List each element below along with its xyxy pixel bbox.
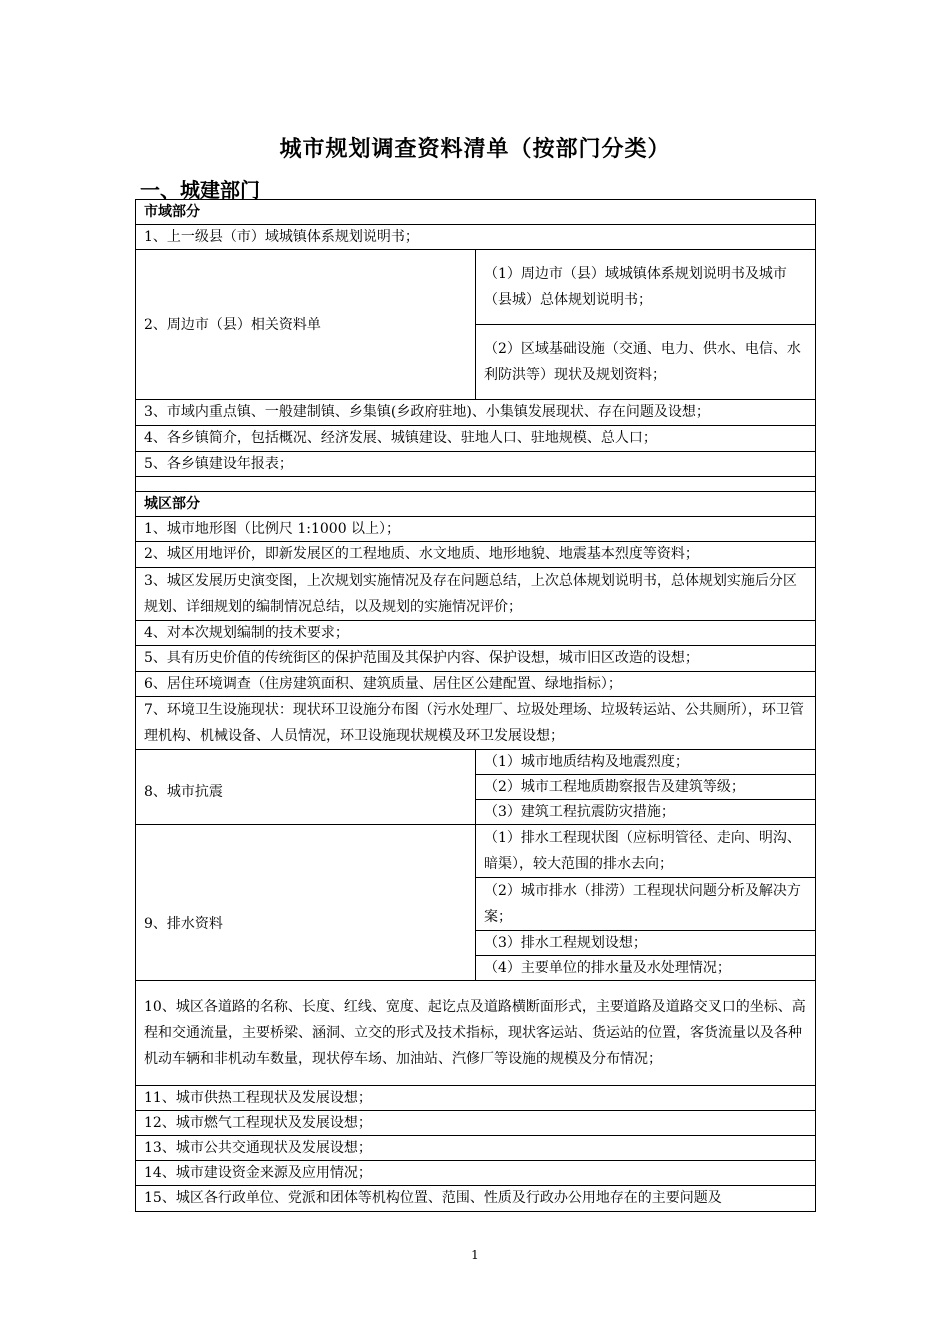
table-row (136, 672, 816, 697)
urban-area-header: 城区部分 (136, 492, 816, 517)
table-row (136, 452, 816, 477)
table-row (136, 477, 816, 492)
table-cell: 7、环境卫生设施现状：现状环卫设施分布图（污水处理厂、垃圾处理场、垃圾转运站、公共厕所），环卫管理机构、机械设备、人员情况，环卫设施现状规模及环卫发展设想； (136, 697, 816, 750)
table-cell: 15、城区各行政单位、党派和团体等机构位置、范围、性质及行政办公用地存在的主要问题及 (136, 1186, 816, 1212)
table-row (136, 517, 816, 542)
table-cell: 12、城市燃气工程现状及发展设想； (136, 1111, 816, 1136)
table-row (136, 1086, 816, 1111)
table-cell: 4、各乡镇简介，包括概况、经济发展、城镇建设、驻地人口、驻地规模、总人口； (136, 426, 816, 452)
blank-cell (136, 477, 816, 492)
sub-item: （3）排水工程规划设想； (476, 931, 816, 956)
sub-item: （1）排水工程现状图（应标明管径、走向、明沟、暗渠），较大范围的排水去向； (476, 825, 816, 878)
table-row (136, 426, 816, 452)
sub-item: （1）城市地质结构及地震烈度； (476, 750, 816, 775)
row-label: 9、排水资料 (136, 825, 476, 981)
row-label: 2、周边市（县）相关资料单 (136, 250, 476, 400)
table-row (136, 621, 816, 646)
table-cell: 3、市域内重点镇、一般建制镇、乡集镇(乡政府驻地)、小集镇发展现状、存在问题及设想； (136, 400, 816, 426)
sub-item: （2）区域基础设施（交通、电力、供水、电信、水利防洪等）现状及规划资料； (476, 325, 816, 400)
table-cell: 5、各乡镇建设年报表； (136, 452, 816, 477)
table-cell: 2、城区用地评价，即新发展区的工程地质、水文地质、地形地貌、地震基本烈度等资料； (136, 542, 816, 568)
table-row (136, 981, 816, 1086)
table-row (136, 542, 816, 568)
sub-item: （4）主要单位的排水量及水处理情况； (476, 956, 816, 981)
table-cell: 11、城市供热工程现状及发展设想； (136, 1086, 816, 1111)
page-title: 城市规划调查资料清单（按部门分类） (279, 137, 671, 162)
table-cell: 4、对本次规划编制的技术要求； (136, 621, 816, 646)
table-cell: 6、居住环境调查（住房建筑面积、建筑质量、居住区公建配置、绿地指标）； (136, 672, 816, 697)
table-row (136, 400, 816, 426)
table-row (136, 492, 816, 517)
table-cell: 3、城区发展历史演变图，上次规划实施情况及存在问题总结，上次总体规划说明书，总体规划实施后分区规划、详细规划的编制情况总结，以及规划的实施情况评价； (136, 568, 816, 621)
table-row (136, 1136, 816, 1161)
sub-item: （2）城市排水（排涝）工程现状问题分析及解决方案； (476, 878, 816, 931)
sub-item: （1）周边市（县）域城镇体系规划说明书及城市（县城）总体规划说明书； (476, 250, 816, 325)
table-cell: 1、上一级县（市）域城镇体系规划说明书； (136, 225, 816, 250)
table-row (136, 825, 816, 878)
table-row (136, 750, 816, 775)
table-cell: 14、城市建设资金来源及应用情况； (136, 1161, 816, 1186)
sub-item: （2）城市工程地质勘察报告及建筑等级； (476, 775, 816, 800)
sub-item: （3）建筑工程抗震防灾措施； (476, 800, 816, 825)
table-row (136, 200, 816, 225)
row-label: 8、城市抗震 (136, 750, 476, 825)
table-cell: 5、具有历史价值的传统街区的保护范围及其保护内容、保护设想，城市旧区改造的设想； (136, 646, 816, 672)
table-cell: 10、城区各道路的名称、长度、红线、宽度、起讫点及道路横断面形式，主要道路及道路交叉口的坐标、高程和交通流量，主要桥梁、涵洞、立交的形式及技术指标，现状客运站、货运站的位置，客货流量以及各种机动车辆和非机动车数量，现状停车场、加油站、汽修厂等设施的规模及分布情况； (136, 981, 816, 1086)
table-row (136, 1111, 816, 1136)
table-row (136, 250, 816, 325)
city-region-header: 市域部分 (136, 200, 816, 225)
table-row (136, 225, 816, 250)
survey-checklist-table (135, 199, 816, 1212)
table-row (136, 568, 816, 621)
table-cell: 13、城市公共交通现状及发展设想； (136, 1136, 816, 1161)
table-row (136, 1186, 816, 1212)
table-cell: 1、城市地形图（比例尺 1:1000 以上）； (136, 517, 816, 542)
section-heading: 一、城建部门 (140, 178, 260, 202)
page-number: 1 (471, 1248, 479, 1262)
table-row (136, 646, 816, 672)
table-row (136, 697, 816, 750)
table-row (136, 1161, 816, 1186)
